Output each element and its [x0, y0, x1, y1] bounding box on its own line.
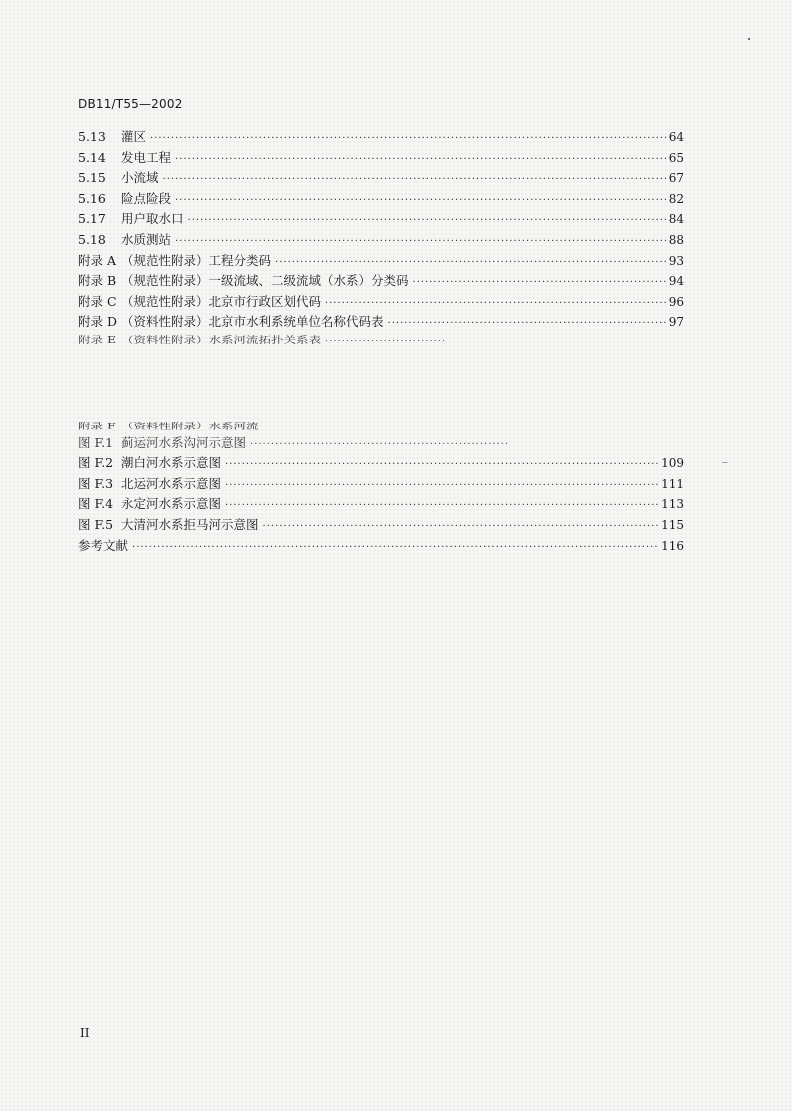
toc-number: 5.15 [78, 170, 106, 186]
toc-number: 5.16 [78, 190, 106, 206]
toc-row [78, 127, 684, 148]
toc-page: 82 [668, 191, 684, 206]
toc-title: （规范性附录）北京市行政区划代码 [121, 293, 322, 309]
toc-title: 参考文献 [78, 537, 129, 553]
toc-number: 5.18 [78, 231, 106, 247]
toc-row [78, 168, 684, 189]
toc-leader [150, 129, 667, 150]
toc-number: 图 F.3 [78, 475, 114, 491]
toc-row [78, 312, 684, 333]
toc-page: 97 [668, 315, 684, 330]
toc-leader [175, 150, 667, 171]
toc-number: 图 F.1 [78, 434, 114, 450]
toc-title: 永定河水系示意图 [121, 496, 222, 512]
toc-upper [78, 127, 684, 354]
toc-title: （规范性附录）工程分类码 [121, 252, 272, 268]
toc-number: 附录 A [78, 252, 117, 268]
toc-row [78, 292, 684, 313]
toc-row [78, 251, 684, 272]
toc-title: 灌区 [121, 129, 147, 144]
toc-leader [175, 232, 667, 253]
toc-number: 5.13 [78, 129, 106, 144]
toc-lower [78, 412, 684, 556]
toc-number: 附录 B [78, 273, 117, 289]
toc-leader [225, 496, 659, 517]
toc-title: （资料性附录）水系河流 [121, 421, 259, 431]
standard-code: DB11/T55—2002 [78, 97, 183, 111]
toc-page: 67 [668, 171, 684, 186]
toc-row [78, 148, 684, 169]
toc-row [78, 230, 684, 251]
toc-page: 64 [668, 130, 684, 144]
toc-title: 北运河水系示意图 [121, 475, 222, 491]
toc-number: 图 F.4 [78, 496, 114, 512]
toc-row [78, 515, 684, 536]
toc-page: 84 [668, 212, 684, 227]
toc-page: 116 [661, 538, 684, 553]
toc-number: 5.14 [78, 149, 106, 165]
toc-leader [225, 476, 659, 497]
toc-title: 险点险段 [121, 190, 172, 206]
toc-page: 94 [668, 274, 684, 289]
toc-row [78, 209, 684, 230]
toc-title: 用户取水口 [121, 211, 184, 227]
toc-title: （资料性附录）北京市水利系统单位名称代码表 [121, 314, 384, 330]
toc-leader [225, 455, 659, 476]
toc-title: 水质测站 [121, 231, 172, 247]
toc-number: 附录 C [78, 293, 117, 309]
toc-page: 93 [668, 253, 684, 268]
toc-page: 96 [668, 294, 684, 309]
toc-page: 109 [661, 456, 684, 471]
toc-title: 小流域 [121, 170, 159, 186]
toc-leader [388, 314, 667, 335]
toc-row [78, 474, 684, 495]
page-number-label: II [80, 1026, 90, 1040]
toc-leader [163, 170, 667, 191]
scan-speck [722, 462, 728, 463]
toc-number: 图 F.5 [78, 516, 114, 532]
toc-title: （资料性附录）水系河流拓扑关系表 [121, 334, 322, 346]
toc-title: 大清河水系拒马河示意图 [121, 516, 259, 532]
toc-leader [175, 191, 667, 212]
toc-row-truncated [78, 420, 684, 432]
toc-number: 附录 F [78, 421, 116, 431]
toc-page: 88 [668, 232, 684, 247]
toc-row-truncated [78, 433, 684, 454]
toc-page: 111 [661, 476, 684, 491]
toc-number: 图 F.2 [78, 455, 114, 471]
toc-number: 附录 E [78, 334, 117, 346]
toc-row-truncated [78, 333, 684, 348]
toc-row [78, 494, 684, 515]
toc-leader [132, 538, 659, 559]
toc-title: 发电工程 [121, 149, 172, 165]
scan-speck [748, 38, 750, 40]
toc-leader [263, 517, 660, 538]
toc-page: 113 [661, 497, 684, 512]
toc-title: （规范性附录）一级流域、二级流域（水系）分类码 [121, 273, 409, 289]
toc-number: 5.17 [78, 211, 106, 227]
toc-leader [325, 334, 445, 349]
toc-title: 蓟运河水系沟河示意图 [121, 434, 247, 450]
toc-row [78, 271, 684, 292]
toc-number: 附录 D [78, 314, 117, 330]
toc-leader [275, 253, 667, 274]
toc-leader [188, 211, 667, 232]
toc-row [78, 189, 684, 210]
toc-leader [325, 294, 667, 315]
toc-page: 115 [661, 517, 684, 532]
toc-row [78, 453, 684, 474]
toc-row [78, 536, 684, 557]
toc-leader [413, 273, 667, 294]
toc-title: 潮白河水系示意图 [121, 455, 222, 471]
toc-leader [250, 435, 510, 456]
toc-page: 65 [668, 150, 684, 165]
